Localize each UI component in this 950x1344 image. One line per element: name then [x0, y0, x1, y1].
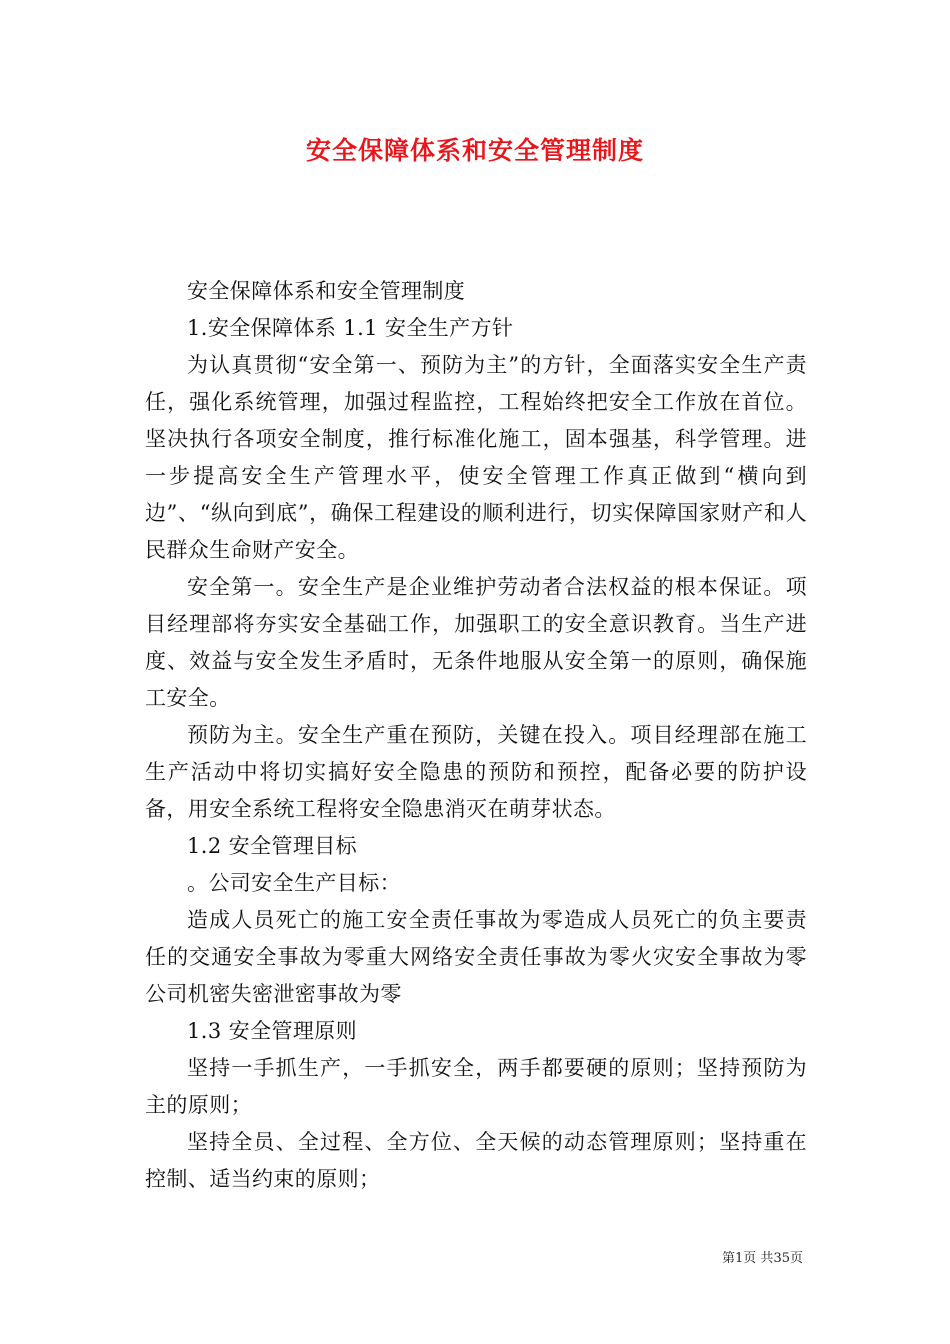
page-number-footer	[722, 1247, 803, 1266]
section-heading-1-3: 1.3 安全管理原则	[187, 1019, 358, 1043]
document-title: 安全保障体系和安全管理制度	[305, 136, 644, 165]
paragraph-principle-2: 坚持全员、全过程、全方位、全天候的动态管理原则；坚持重在控制、适当约束的原则；	[145, 1130, 807, 1191]
page-total: 35	[773, 1251, 790, 1266]
page-middle: 页 共	[743, 1251, 774, 1266]
page-prefix: 第	[722, 1251, 736, 1266]
section-heading-1: 1.安全保障体系 1.1 安全生产方针	[187, 316, 514, 340]
paragraph-heading: 安全保障体系和安全管理制度	[187, 279, 466, 303]
document-body	[145, 273, 807, 1198]
section-heading-1-2: 1.2 安全管理目标	[187, 834, 358, 858]
page-suffix: 页	[789, 1251, 803, 1266]
page-current: 1	[735, 1251, 744, 1266]
paragraph-company-goal: 。公司安全生产目标：	[187, 871, 401, 895]
paragraph-prevention: 预防为主。安全生产重在预防，关键在投入。项目经理部在施工生产活动中将切实搞好安全隐患的预防和预控，配备必要的防护设备，用安全系统工程将安全隐患消灭在萌芽状态。	[145, 723, 807, 821]
paragraph-policy: 为认真贯彻“安全第一、预防为主”的方针，全面落实安全生产责任，强化系统管理，加强过程监控，工程始终把安全工作放在首位。坚决执行各项安全制度，推行标准化施工，固本强基，科学管理。进一步提高安全生产管理水平，使安全管理工作真正做到“横向到边”、“纵向到底”，确保工程建设的顺利进行，切实保障国家财产和人民群众生命财产安全。	[145, 353, 807, 562]
paragraph-principle-1: 坚持一手抓生产，一手抓安全，两手都要硬的原则；坚持预防为主的原则；	[145, 1056, 807, 1117]
paragraph-safety-first: 安全第一。安全生产是企业维护劳动者合法权益的根本保证。项目经理部将夯实安全基础工作，加强职工的安全意识教育。当生产进度、效益与安全发生矛盾时，无条件地服从安全第一的原则，确保施工安全。	[145, 575, 807, 710]
paragraph-goal-details: 造成人员死亡的施工安全责任事故为零造成人员死亡的负主要责任的交通安全事故为零重大网络安全责任事故为零火灾安全事故为零公司机密失密泄密事故为零	[145, 908, 807, 1006]
